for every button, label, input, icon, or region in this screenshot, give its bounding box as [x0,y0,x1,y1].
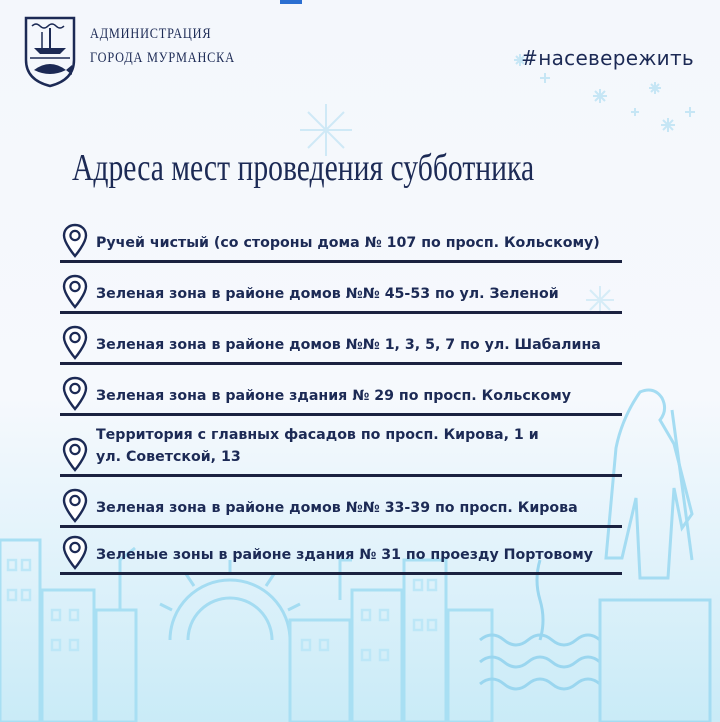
address-item [60,314,622,365]
map-pin-icon [60,375,90,413]
org-name-line2: ГОРОДА МУРМАНСКА [90,50,235,66]
address-line: Территория с главных фасадов по просп. Кирова, 1 и [96,427,539,443]
address-text [96,385,571,413]
map-pin-icon [60,222,90,260]
org-name-line1: АДМИНИСТРАЦИЯ [90,26,212,42]
address-item [60,416,622,477]
address-line: Зеленые зоны в районе здания № 31 по проезду Портовому [96,547,593,563]
map-pin-icon [60,436,90,474]
address-item [60,365,622,416]
address-item [60,214,622,263]
address-list [60,214,622,575]
address-item [60,263,622,314]
address-text [96,232,600,260]
page-title: Адреса мест проведения субботника [72,147,535,189]
address-text [96,334,601,362]
address-text [96,283,559,311]
address-text [96,497,578,525]
address-item [60,477,622,528]
city-coat-of-arms-icon [22,14,78,88]
address-item [60,528,622,575]
address-line: Зеленая зона в районе домов №№ 45-53 по ул. Зеленой [96,286,559,302]
map-pin-icon [60,487,90,525]
address-line: ул. Советской, 13 [96,449,241,465]
map-pin-icon [60,273,90,311]
address-line: Зеленая зона в районе домов №№ 1, 3, 5, 7 по ул. Шабалина [96,337,601,353]
organization-logo [22,14,267,88]
map-pin-icon [60,324,90,362]
address-text [96,544,593,572]
top-accent-bar [280,0,302,4]
address-line: Ручей чистый (со стороны дома № 107 по просп. Кольскому) [96,235,600,251]
address-line: Зеленая зона в районе здания № 29 по просп. Кольскому [96,388,571,404]
hashtag: #насевережить [521,46,694,70]
address-line: Зеленая зона в районе домов №№ 33-39 по просп. Кирова [96,500,578,516]
map-pin-icon [60,534,90,572]
address-text [96,424,539,474]
